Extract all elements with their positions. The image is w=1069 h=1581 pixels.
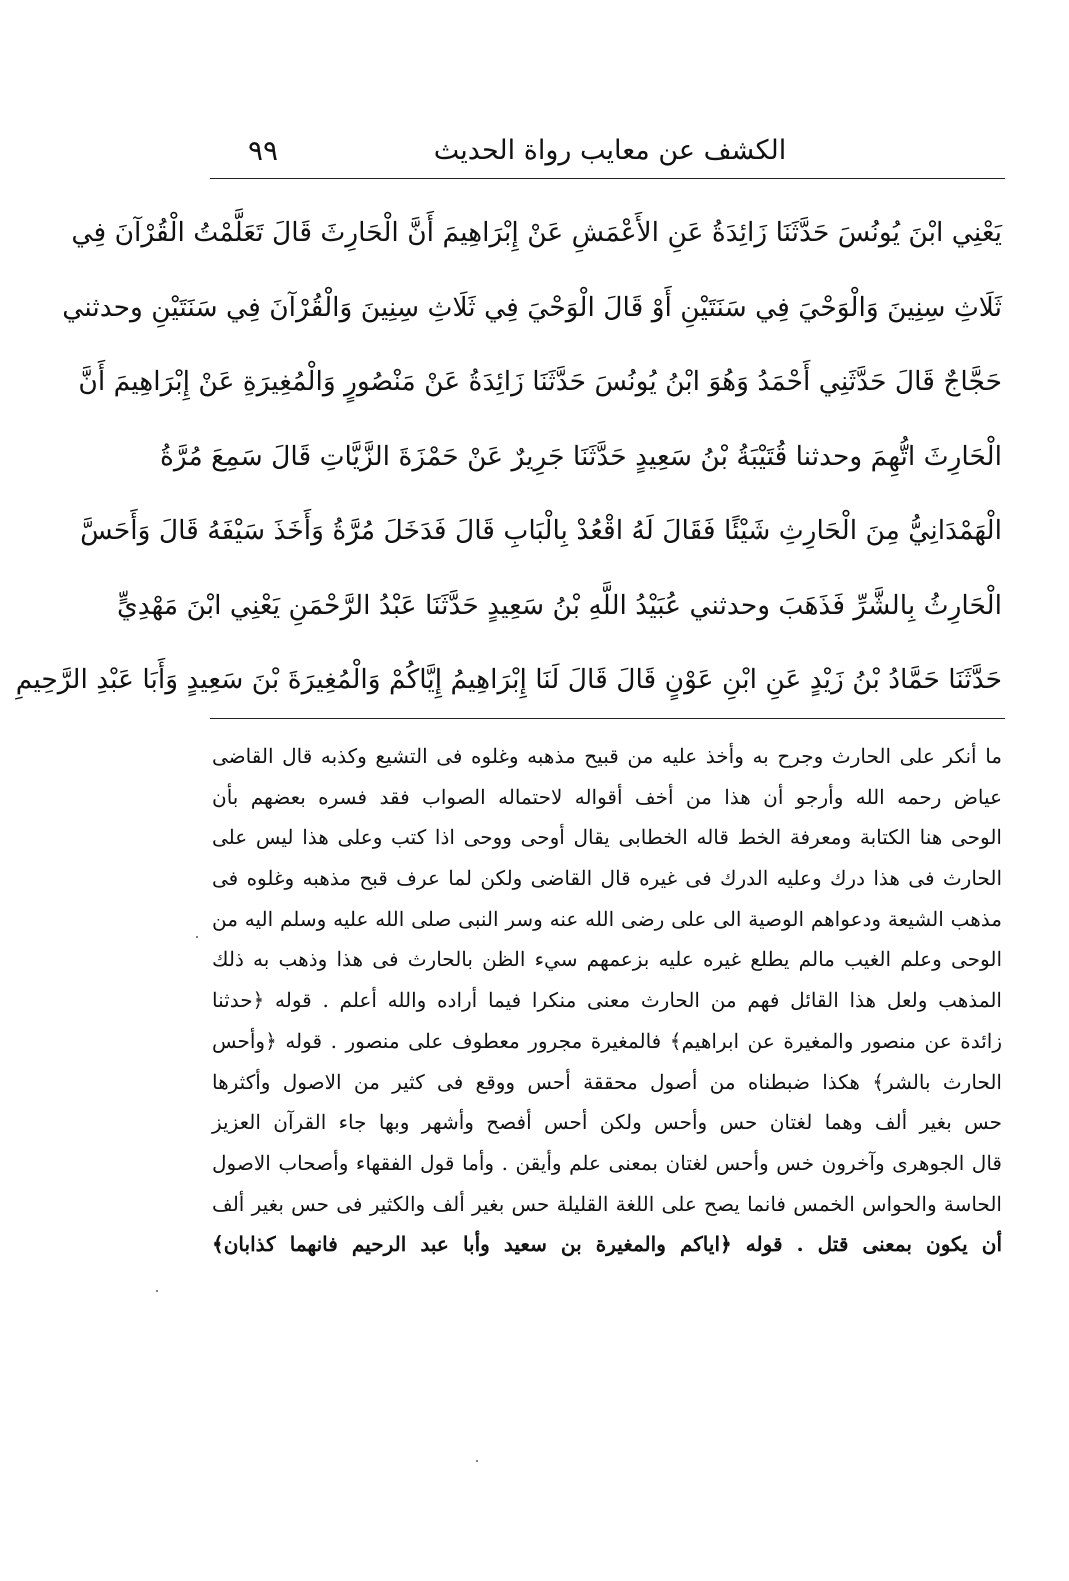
commentary-text-block xyxy=(212,736,1002,1265)
hadith-line: ثَلَاثِ سِنِينَ وَالْوَحْيَ فِي سَنَتَيْنِ أَوْ قَالَ الْوَحْيَ فِي ثَلَاثِ سِنِينَ وَالْقُرْآنَ فِي سَنَتَيْنِ وحدثني xyxy=(62,291,1002,323)
commentary-line: المذهب ولعل هذا القائل فهم من الحارث معنى منكرا فيما أراده والله أعلم . قوله ﴿حدثنا xyxy=(212,988,1002,1013)
commentary-line: حس بغير ألف وهما لغتان حس وأحس ولكن أحس أفصح وأشهر وبها جاء القرآن العزيز xyxy=(212,1110,1002,1135)
header-divider xyxy=(210,178,1005,179)
hadith-line: حَجَّاجٌ قَالَ حَدَّثَنِي أَحْمَدُ وَهُوَ ابْنُ يُونُسَ حَدَّثَنَا زَائِدَةُ عَنْ مَنْصُورٍ وَالْمُغِيرَةِ عَنْ إِبْرَاهِيمَ أَنَّ xyxy=(78,366,1002,397)
commentary-line: مذهب الشيعة ودعواهم الوصية الى على رضى الله عنه وسر النبى صلى الله عليه وسلم اليه من xyxy=(212,906,1002,931)
commentary-line: أن يكون بمعنى قتل . قوله ﴿اياكم والمغيرة بن سعيد وأبا عبد الرحيم فانهما كذابان﴾ xyxy=(212,1232,1002,1257)
hadith-line: حَدَّثَنَا حَمَّادُ بْنُ زَيْدٍ عَنِ ابْنِ عَوْنٍ قَالَ قَالَ لَنَا إِبْرَاهِيمُ إِيَّاكُمْ وَالْمُغِيرَةَ بْنَ سَعِيدٍ وَأَبَا عَبْدِ الرَّحِيمِ xyxy=(15,664,1002,695)
commentary-line: الوحى هنا الكتابة ومعرفة الخط قاله الخطابى يقال أوحى ووحى اذا كتب وعلى هذا ليس على xyxy=(212,825,1002,850)
commentary-line: الحارث بالشر﴾ هكذا ضبطناه من أصول محققة أحس ووقع فى كثير من الاصول وأكثرها xyxy=(212,1069,1002,1094)
scan-speck xyxy=(476,1460,478,1462)
commentary-line: زائدة عن منصور والمغيرة عن ابراهيم﴾ فالمغيرة مجرور معطوف على منصور . قوله ﴿وأحس xyxy=(212,1028,1002,1053)
commentary-divider xyxy=(210,718,1005,719)
hadith-line: الْهَمْدَانِيُّ مِنَ الْحَارِثِ شَيْئًا فَقَالَ لَهُ اقْعُدْ بِالْبَابِ قَالَ فَدَخَلَ مُرَّةُ وَأَخَذَ سَيْفَهُ قَالَ وَأَحَسَّ xyxy=(80,515,1002,546)
commentary-line: ما أنكر على الحارث وجرح به وأخذ عليه من قبيح مذهبه وغلوه فى التشيع وكذبه قال القاضى xyxy=(212,744,1002,768)
hadith-line: يَعْنِي ابْنَ يُونُسَ حَدَّثَنَا زَائِدَةُ عَنِ الأَعْمَشِ عَنْ إِبْرَاهِيمَ أَنَّ الْحَارِثَ قَالَ تَعَلَّمْتُ الْقُرْآنَ فِي xyxy=(71,217,1002,248)
commentary-line: الحارث فى هذا درك وعليه الدرك فى غيره قال القاضى ولكن لما عرف قبح مذهبه وغلوه فى xyxy=(212,866,1002,891)
commentary-line: الحاسة والحواس الخمس فانما يصح على اللغة القليلة حس بغير ألف والكثير فى حس بغير ألف xyxy=(212,1191,1002,1216)
running-header xyxy=(220,128,1000,178)
hadith-line: الْحَارِثُ بِالشَّرِّ فَذَهَبَ وحدثني عُبَيْدُ اللَّهِ بْنُ سَعِيدٍ حَدَّثَنَا عَبْدُ الرَّحْمَنِ يَعْنِي ابْنَ مَهْدِيٍّ xyxy=(117,589,1002,621)
scan-speck xyxy=(196,936,198,938)
page-number: ٩٩ xyxy=(248,134,279,167)
scan-speck xyxy=(156,1290,158,1292)
commentary-line: عياض رحمه الله وأرجو أن هذا من أخف أقواله لاحتماله الصواب فقد فسره بعضهم بأن xyxy=(212,784,1002,809)
commentary-line: قال الجوهرى وآخرون خس وأحس لغتان بمعنى علم وأيقن . وأما قول الفقهاء وأصحاب الاصول xyxy=(212,1150,1002,1175)
hadith-text-block xyxy=(15,196,1002,718)
running-title: الكشف عن معايب رواة الحديث xyxy=(433,135,787,166)
commentary-line: الوحى وعلم الغيب مالم يطلع غيره عليه بزعمهم سيء الظن بالحارث فى هذا وذهب به ذلك xyxy=(212,947,1002,972)
hadith-line: الْحَارِثَ اتُّهِمَ وحدثنا قُتَيْبَةُ بْنُ سَعِيدٍ حَدَّثَنَا جَرِيرٌ عَنْ حَمْزَةَ الزَّيَّاتِ قَالَ سَمِعَ مُرَّةُ xyxy=(159,440,1002,472)
